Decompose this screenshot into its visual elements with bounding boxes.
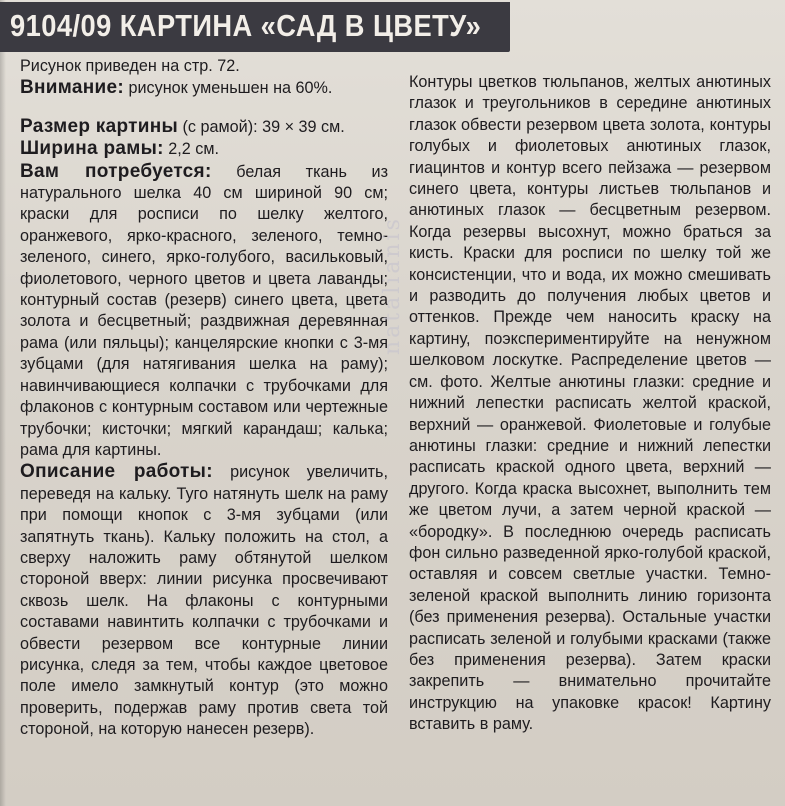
intro-line: Рисунок приведен на стр. 72. [20, 57, 240, 75]
materials-label: Вам потребуется: [20, 160, 212, 182]
right-column [409, 72, 771, 736]
size-text: (с рамой): 39 × 39 см. [178, 117, 345, 136]
frame-paragraph [20, 138, 388, 160]
frame-text: 2,2 см. [163, 140, 219, 159]
title-banner [0, 2, 510, 52]
page-title: 9104/09 КАРТИНА «САД В ЦВЕТУ» [10, 8, 482, 43]
attention-label: Внимание: [20, 77, 124, 99]
frame-label: Ширина рамы: [20, 138, 164, 160]
work-paragraph [20, 461, 388, 740]
left-column [20, 56, 388, 741]
size-paragraph [20, 116, 388, 138]
work-label: Описание работы: [20, 461, 213, 483]
work-text: рисунок увеличить, переведя на кальку. Туго натянуть шелк на раму при помощи кнопок с 3-мя зубцами (или запятнуть ткань). Кальку положить на стол, а сверху наложить раму обтянутой шелком стороной вверх: линии рисунка просвечивают сквозь шелк. На флаконы с контурными составами навинтить колпачки с трубочками и обвести резервом все контурные линии рисунка, следя за тем, чтобы каждое цветовое поле имело замкнутый контур (это можно проверить, подержав раму против света той стороной, на которую нанесен резерв). [20, 463, 388, 739]
watermark: natalianis [380, 216, 405, 355]
materials-paragraph [20, 161, 388, 462]
page-edge-shadow [0, 0, 6, 806]
materials-text: белая ткань из натурального шелка 40 см шириной 90 см; краски для росписи по шелку желтого, оранжевого, ярко-красного, зеленого, темно-зеленого, синего, ярко-голубого, васильковый, фиолетового, черного цветов и цвета лаванды; контурный состав (резерв) синего цвета, цвета золота и бесцветный; раздвижная деревянная рама (или пяльцы); канцелярские кнопки с 3-мя зубцами (для натягивания шелка на раму); навинчивающиеся колпачки с трубочками для флаконов с контурным составом или чертежные трубочки; кисточки; мягкий карандаш; калька; рама для картины. [20, 162, 388, 459]
attention-text: рисунок уменьшен на 60%. [124, 79, 333, 98]
size-label: Размер картины [20, 115, 179, 137]
attention-paragraph [20, 77, 388, 99]
instructions-paragraph: Контуры цветков тюльпанов, желтых анютиных глазок и треугольников в середине анютиных глазок обвести резервом цвета золота, контуры голубых и фиолетовых анютиных глазок, гиацинтов и контур всего пейзажа — резервом синего цвета, контуры листьев тюльпанов и анютиных глазок — бесцветным резервом. Когда резервы высохнут, можно браться за кисть. Краски для росписи по шелку той же консистенции, что и вода, их можно смешивать и разводить до получения любых цветов и оттенков. Прежде чем наносить краску на картину, поэкспериментируйте на ненужном шелковом лоскутке. Распределение цветов — см. фото. Желтые анютины глазки: средние и нижний лепестки расписать желтой краской, верхний — оранжевой. Фиолетовые и голубые анютины глазки: средние и нижний лепестки расписать краской одного цвета, верхний — другого. Когда краска высохнет, выполнить тем же цветом лучи, а затем черной краской — «бородку». В последнюю очередь расписать фон сильно разведенной ярко-голубой краской, оставляя и совсем светлые участки. Темно-зеленой краской выполнить линию горизонта (без применения резерва). Остальные участки расписать зеленой и голубыми красками (также без применения резерва). Затем краски закрепить — внимательно прочитайте инструкцию на упаковке красок! Картину вставить в раму. [409, 73, 771, 734]
